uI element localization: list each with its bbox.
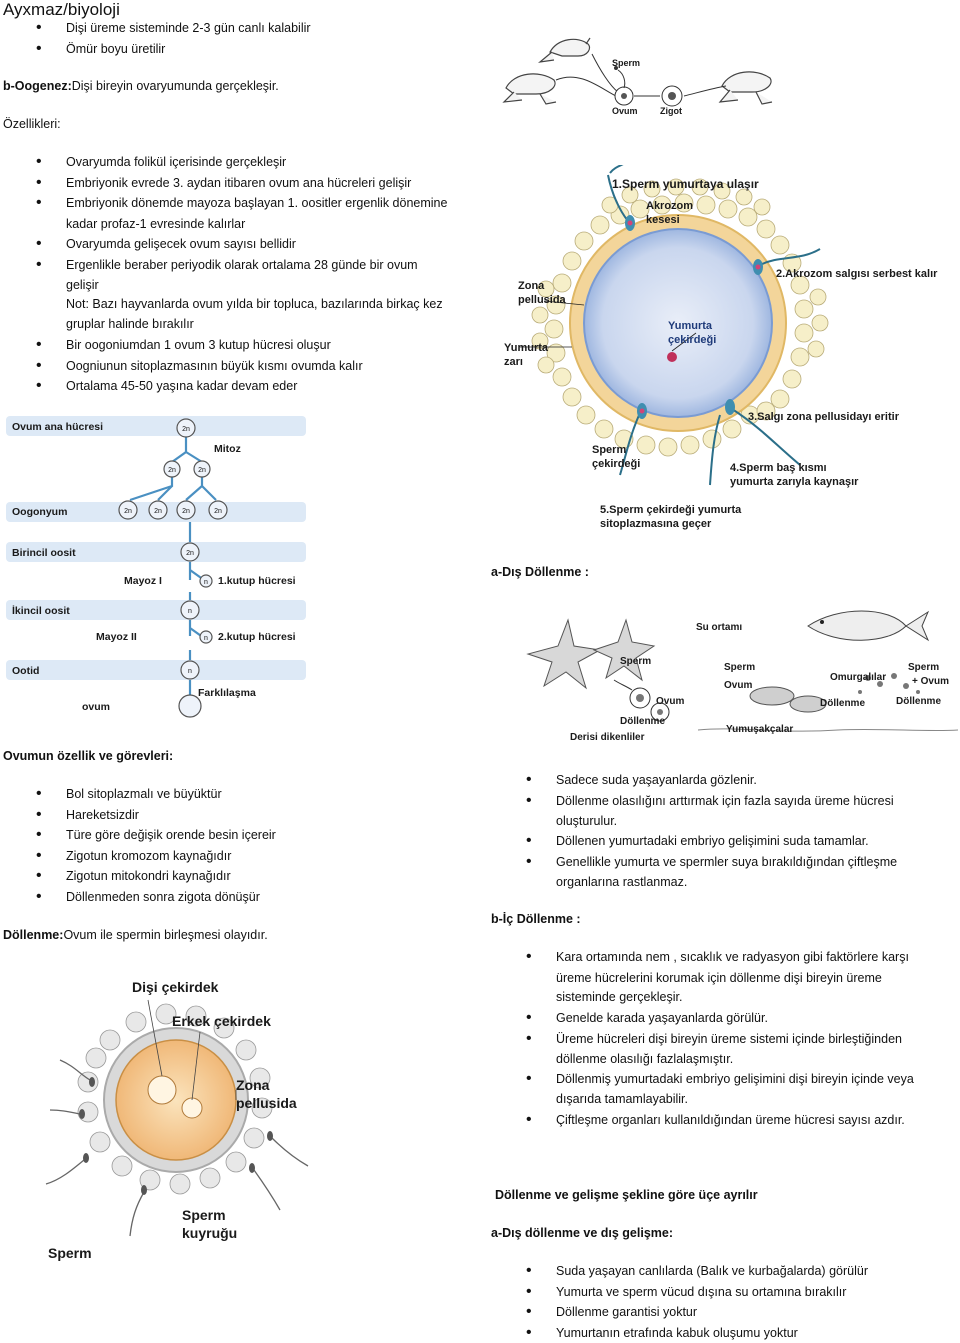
ovum-label: + Ovum [912, 676, 949, 687]
kuyrugu-label: kuyruğu [182, 1225, 238, 1241]
mayoz2-label: Mayoz II [96, 631, 137, 643]
ovum-ozellik-heading: Ovumun özellik ve görevleri: [3, 749, 174, 763]
ic-dollenme-heading: b-İç Döllenme : [491, 912, 581, 926]
top-list [66, 18, 311, 59]
list-item: • Çiftleşme organları kullanıldığından üreme hücresi sayısı azdır. [556, 1110, 956, 1131]
farklilasma-label: Farklılaşma [198, 687, 256, 699]
list-item: • Yumurta ve sperm vücud dışına su ortamına bırakılır [556, 1282, 956, 1303]
sperm-label: Sperm [724, 662, 756, 673]
dollenme-text: Ovum ile spermin birleşmesi olayıdır. [63, 928, 268, 942]
starfish-icon [528, 620, 654, 688]
list-item: • Bol sitoplazmalı ve büyüktür [66, 784, 276, 805]
sperm-label: Sperm [620, 656, 652, 667]
cekirdegi-label: çekirdeği [668, 334, 717, 346]
continuation-text: gelişir [66, 278, 99, 292]
list-item: • Döllenmiş yumurtadaki embriyo gelişimini dişi bireyin içinde veya [556, 1069, 956, 1090]
ploidy-label: 2n [182, 508, 190, 515]
egg-cytoplasm [116, 1040, 236, 1160]
list-item: • Ovaryumda folikül içerisinde gerçekleşir [66, 152, 486, 173]
ploidy-label: n [204, 635, 208, 642]
note-text: Not: Bazı hayvanlarda ovum yılda bir topluca, bazılarında birkaç kez [66, 297, 443, 311]
ovum-ana-label: Ovum ana hücresi [12, 421, 104, 433]
yumusakcalar-label: Yumuşakçalar [726, 724, 794, 735]
ic-dollenme-list [556, 947, 956, 968]
list-item: • Yumurtanın etrafında kabuk oluşumu yoktur [556, 1323, 956, 1343]
frog-figure [500, 30, 800, 116]
list-item: • Dişi üreme sisteminde 2-3 gün canlı kalabilir [66, 18, 311, 39]
ploidy-label: 2n [168, 467, 176, 474]
page-title: Ayxmaz/biyoloji [3, 0, 120, 19]
continuation-text: üreme hücrelerini korumak için döllenme dişi bireyin üreme [556, 971, 882, 985]
derisi-label: Derisi dikenliler [570, 732, 645, 743]
mitoz-label: Mitoz [214, 443, 241, 455]
ic-dollenme-list-2 [556, 1008, 956, 1049]
disi-cekirdek-label: Dişi çekirdek [132, 979, 219, 995]
step-5-label: 5.Sperm çekirdeği yumurta [600, 504, 742, 516]
ploidy-label: 2n [124, 508, 132, 515]
fertilization-figure [500, 165, 960, 535]
oogenez-list-2 [66, 234, 418, 275]
dis-dollenme-list [556, 770, 956, 811]
oogenez-list-3 [66, 335, 363, 397]
list-item: • Döllenme olasılığını arttırmak için fazla sayıda üreme hücresi [556, 791, 956, 812]
list-item: • Oogniunun sitoplazmasının büyük kısmı ovumda kalır [66, 356, 363, 377]
egg-nucleus-dot [667, 352, 677, 362]
oogenez-heading: b-Oogenez: [3, 79, 72, 93]
dollenme-heading: Döllenme: [3, 928, 64, 942]
akrozom-label: Akrozom [646, 200, 694, 212]
sperm-label: Sperm [908, 662, 940, 673]
list-item: • Hareketsizdir [66, 805, 276, 826]
birincil-label: Birincil oosit [12, 547, 76, 559]
step-2-label: 2.Akrozom salgısı serbest kalır [776, 268, 938, 280]
egg-figure [40, 970, 340, 1270]
list-item: • Ergenlikle beraber periyodik olarak ortalama 28 günde bir ovum [66, 255, 418, 276]
list-item: • Embriyonik evrede 3. aydan itibaren ovum ana hücreleri gelişir [66, 173, 486, 194]
sperm-label: Sperm [48, 1245, 92, 1261]
ovum-label: Ovum [656, 696, 685, 707]
list-item: • Döllenme garantisi yoktur [556, 1302, 956, 1323]
oogenez-line [3, 76, 279, 97]
oogonyum-label: Oogonyum [12, 506, 68, 518]
sperm-label: Sperm [612, 58, 641, 68]
male-nucleus [182, 1098, 202, 1118]
ploidy-label: n [188, 668, 192, 675]
mayoz1-label: Mayoz I [124, 575, 162, 587]
ploidy-label: n [188, 608, 192, 615]
list-item: • Döllenmeden sonra zigota dönüşür [66, 887, 276, 908]
dis-gelisme-heading: a-Dış döllenme ve dış gelişme: [491, 1226, 674, 1240]
erkek-cekirdek-label: Erkek çekirdek [172, 1013, 271, 1029]
su-ortami-label: Su ortamı [696, 622, 743, 633]
dis-dollenme-list-2 [556, 831, 956, 872]
note-text: gruplar halinde bırakılır [66, 317, 194, 331]
ovum-label: Ovum [724, 680, 753, 691]
list-item: • Suda yaşayan canlılarda (Balık ve kurbağalarda) görülür [556, 1261, 956, 1282]
step-4-cont-label: yumurta zarıyla kaynaşır [730, 476, 859, 488]
list-item: • Türe göre değişik orende besin içereir [66, 825, 276, 846]
ootid-label: Ootid [12, 665, 40, 677]
zigot-label: Zigot [660, 106, 682, 116]
oogenesis-figure [6, 414, 316, 724]
list-item: • Zigotun kromozom kaynağıdır [66, 846, 276, 867]
sea-figure [508, 600, 958, 748]
continuation-text: sisteminde gerçekleşir. [556, 990, 683, 1004]
continuation-text: organlarına rastlanmaz. [556, 875, 688, 889]
list-item: • Döllenen yumurtadaki embriyo gelişimini suda tamamlar. [556, 831, 956, 852]
list-item: • Ortalama 45-50 yaşına kadar devam eder [66, 376, 363, 397]
list-item: • Ovaryumda gelişecek ovum sayısı bellidir [66, 234, 418, 255]
ozellikler-label: Özellikleri: [3, 117, 61, 131]
list-item: • Embriyonik dönemde mayoza başlayan 1. oositler ergenlik dönemine [66, 193, 486, 214]
oogenez-text: Dişi bireyin ovaryumunda gerçekleşir. [71, 79, 279, 93]
dollenme-gelisme-heading: Döllenme ve gelişme şekline göre üçe ayrılır [495, 1188, 758, 1202]
list-item: • Bir oogoniumdan 1 ovum 3 kutup hücresi oluşur [66, 335, 363, 356]
continuation-text: oluşturulur. [556, 814, 618, 828]
list-item: • Ömür boyu üretilir [66, 39, 311, 60]
omurgalilar-label: Omurgalılar [830, 672, 887, 683]
continuation-text: döllenme olasılığı fazlalaşmıştır. [556, 1052, 734, 1066]
continuation-text: kadar profaz-1 evresinde kalırlar [66, 217, 246, 231]
ic-dollenme-list-4 [556, 1110, 956, 1131]
step-5-cont-label: sitoplazmasına geçer [600, 518, 712, 530]
yumurta-zari-label: Yumurta [504, 342, 549, 354]
step-1-label: 1.Sperm yumurtaya ulaşır [612, 177, 759, 191]
fish-icon [808, 611, 928, 640]
dollenme-label: Döllenme [820, 698, 866, 709]
ploidy-label: 2n [154, 508, 162, 515]
dis-dollenme-heading: a-Dış Döllenme : [491, 565, 589, 579]
kutup2-label: 2.kutup hücresi [218, 631, 296, 643]
continuation-text: dışarıda tamamlayabilir. [556, 1092, 689, 1106]
dollenme-definition [3, 925, 268, 946]
ovum-label: ovum [82, 701, 111, 713]
pellusida-label: pellusida [236, 1095, 297, 1111]
mussel-icon [750, 687, 826, 712]
ploidy-label: 2n [186, 550, 194, 557]
yumurta-label: Yumurta [668, 320, 713, 332]
list-item: • Genellikle yumurta ve spermler suya bırakıldığından çiftleşme [556, 852, 956, 873]
oogenez-list [66, 152, 486, 214]
zari-label: zarı [504, 356, 523, 368]
sperm-label: Sperm [592, 444, 627, 456]
list-item: • Zigotun mitokondri kaynağıdır [66, 866, 276, 887]
pellusida-label: pellusida [518, 294, 566, 306]
female-nucleus [148, 1076, 176, 1104]
zona-label: Zona [518, 280, 545, 292]
frog-icon [720, 72, 772, 104]
ic-dollenme-list-3 [556, 1069, 956, 1090]
kesesi-label: kesesi [646, 214, 680, 226]
sperm-kuyrugu-label: Sperm [182, 1207, 226, 1223]
dollenme-label: Döllenme [896, 696, 942, 707]
list-item: • Kara ortamında nem , sıcaklık ve radyasyon gibi faktörlere karşı [556, 947, 956, 968]
ovum-list [66, 784, 276, 908]
ikincil-label: İkincil oosit [12, 605, 70, 617]
ploidy-label: 2n [198, 467, 206, 474]
dis-gelisme-list [556, 1261, 956, 1343]
list-item: • Üreme hücreleri dişi bireyin üreme sistemi içinde birleştiğinden [556, 1029, 956, 1050]
list-item: • Sadece suda yaşayanlarda gözlenir. [556, 770, 956, 791]
zona-label: Zona [236, 1077, 270, 1093]
ploidy-label: 2n [214, 508, 222, 515]
ovum-label: Ovum [612, 106, 638, 116]
ploidy-label: 2n [182, 426, 190, 433]
dollenme-label: Döllenme [620, 716, 666, 727]
ploidy-label: n [204, 579, 208, 586]
frog-icon [504, 74, 556, 104]
sperm-cekirdegi-label: çekirdeği [592, 458, 641, 470]
step-3-label: 3.Salgı zona pellusidayı eritir [748, 411, 899, 423]
kutup1-label: 1.kutup hücresi [218, 575, 296, 587]
step-4-label: 4.Sperm baş kısmı [730, 462, 827, 474]
list-item: • Genelde karada yaşayanlarda görülür. [556, 1008, 956, 1029]
frog-icon [540, 38, 590, 62]
